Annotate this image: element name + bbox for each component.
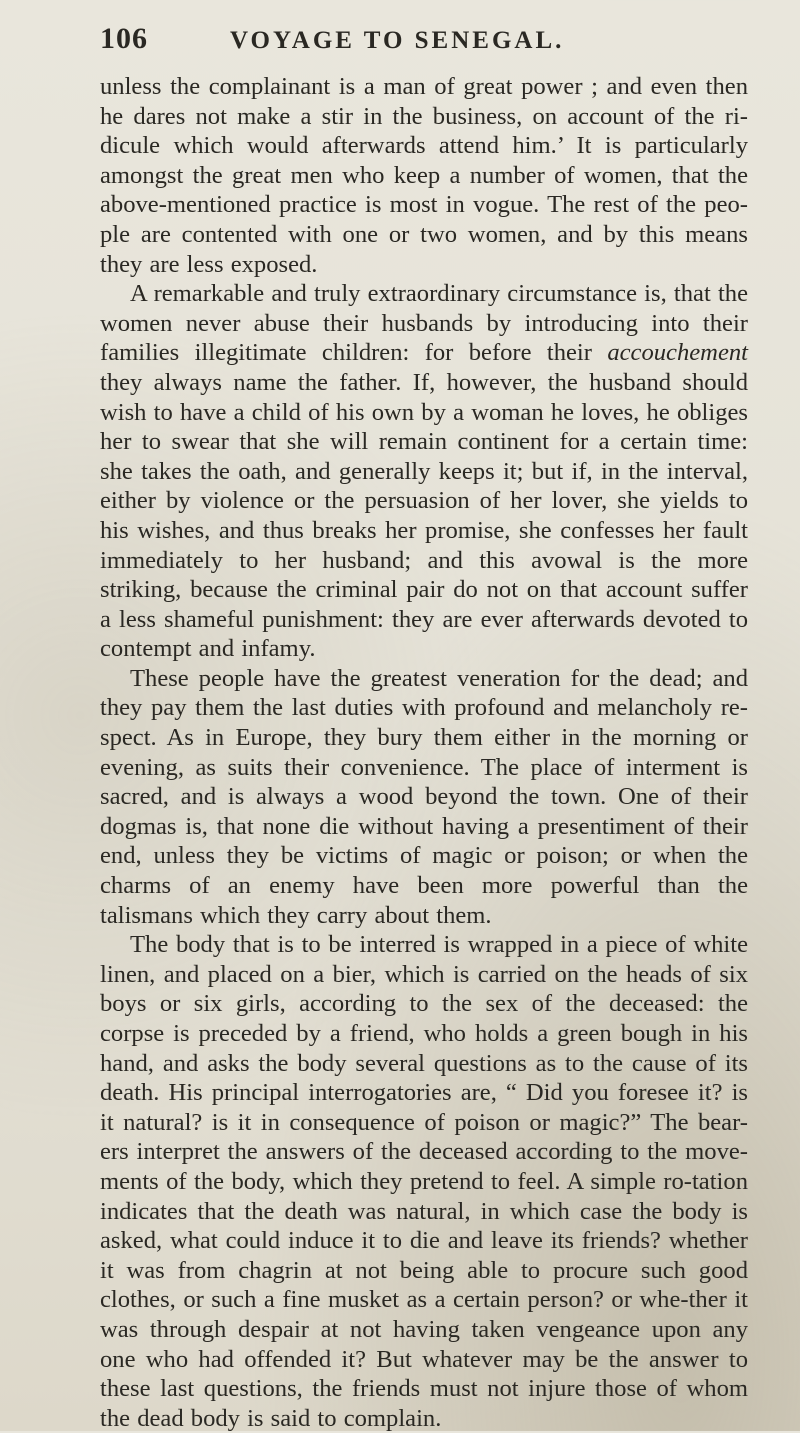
paragraph-2-text-after: they always name the father. If, however, the husband should wish to have a child of his own by a woman he loves, he obliges her to swear that she will remain continent for a certain time: she takes the oath, and generally keeps it; but if, in the interval, either by violence or the persuasion of her lover, she yields to his wishes, and thus breaks her promise, she confesses her fault immediately to her husband; and this avowal is the more striking, because the criminal pair do not on that account suffer a less shameful punishment: they are ever afterwards devoted to contempt and infamy.: [100, 368, 748, 663]
paragraph-1: [100, 72, 748, 279]
paragraph-1-text: unless the complainant is a man of great power ; and even then he dares not make a stir in the business, on account of the ri-dicule which would afterwards attend him.’ It is particularly amongst the great men who keep a number of women, that the above-mentioned practice is most in vogue. The rest of the peo-ple are contented with one or two women, and by this means they are less exposed.: [100, 73, 748, 278]
paragraph-3-text: These people have the greatest veneration for the dead; and they pay them the last duties with profound and melancholy re-spect. As in Europe, they bury them either in the morning or evening, as suits their convenience. The place of interment is sacred, and is always a wood beyond the town. One of their dogmas is, that none die without having a presentiment of their end, unless they be victims of magic or poison; or when the charms of an enemy have been more powerful than the talismans which they carry about them.: [100, 664, 748, 929]
page-header: [100, 22, 748, 62]
paragraph-2: [100, 279, 748, 664]
page-number: 106: [100, 22, 148, 55]
paragraph-4-text: The body that is to be interred is wrapped in a piece of white linen, and placed on a bier, which is carried on the heads of six boys or six girls, according to the sex of the deceased: the corpse is preceded by a friend, who holds a green bough in his hand, and asks the body several questions as to the cause of its death. His principal interrogatories are, “ Did you foresee it? is it natural? is it in consequence of poison or magic?” The bear-ers interpret the answers of the deceased according to the move-ments of the body, which they pretend to feel. A simple ro-tation indicates that the death was natural, in which case the body is asked, what could induce it to die and leave its friends? whether it was from chagrin at not being able to procure such good clothes, or such a fine musket as a certain person? or whe-ther it was through despair at not having taken vengeance upon any one who had offended it? But whatever may be the answer to these last questions, the friends must not injure those of whom the dead body is said to complain.: [100, 931, 748, 1432]
running-head: VOYAGE TO SENEGAL.: [230, 27, 565, 54]
paragraph-2-text-before: A remarkable and truly extraordinary circumstance is, that the women never abuse their husbands by introducing into their families illegitimate children: for before their: [100, 280, 748, 367]
body-text: [100, 72, 748, 1433]
paragraph-3: [100, 664, 748, 930]
paragraph-4: [100, 930, 748, 1433]
paragraph-2-italic: accouchement: [607, 339, 748, 367]
